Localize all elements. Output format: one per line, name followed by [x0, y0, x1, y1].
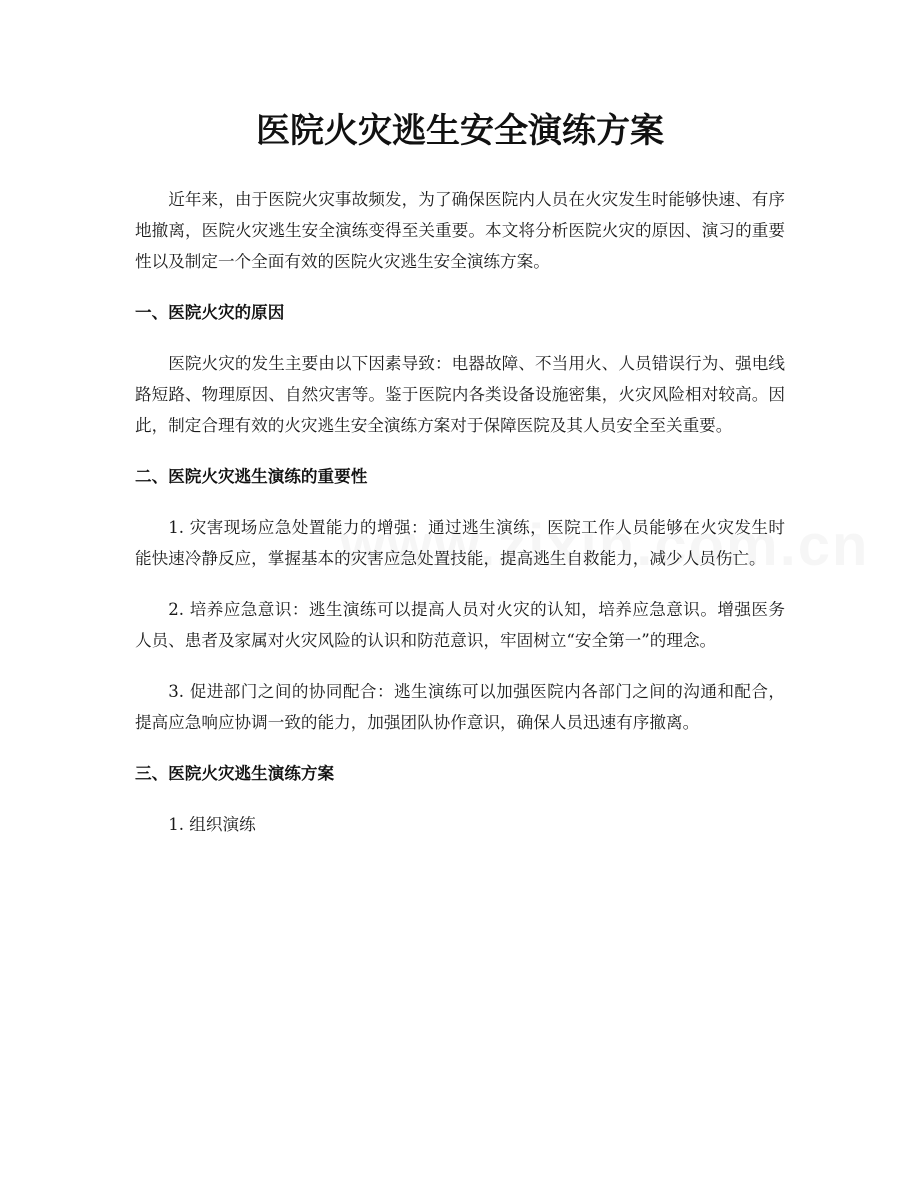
intro-paragraph: 近年来，由于医院火灾事故频发，为了确保医院内人员在火灾发生时能够快速、有序地撤离，医院火灾逃生安全演练变得至关重要。本文将分析医院火灾的原因、演习的重要性以及制定一个全面有效的医院火灾逃生安全演练方案。	[135, 190, 785, 271]
section-heading-plan: 三、医院火灾逃生演练方案	[135, 764, 335, 783]
document-body	[135, 184, 785, 860]
document-title: 医院火灾逃生安全演练方案	[256, 111, 664, 151]
importance-item-3: 3. 促进部门之间的协同配合：逃生演练可以加强医院内各部门之间的沟通和配合，提高应急响应协调一致的能力，加强团队协作意识，确保人员迅速有序撤离。	[135, 682, 785, 732]
plan-item-1: 1. 组织演练	[168, 815, 256, 834]
importance-item-2: 2. 培养应急意识：逃生演练可以提高人员对火灾的认知，培养应急意识。增强医务人员、患者及家属对火灾风险的认识和防范意识，牢固树立“安全第一”的理念。	[135, 600, 785, 650]
section-heading-causes: 一、医院火灾的原因	[135, 303, 285, 322]
causes-paragraph: 医院火灾的发生主要由以下因素导致：电器故障、不当用火、人员错误行为、强电线路短路、物理原因、自然灾害等。鉴于医院内各类设备设施密集，火灾风险相对较高。因此，制定合理有效的火灾逃生安全演练方案对于保障医院及其人员安全至关重要。	[135, 354, 785, 435]
importance-item-1: 1. 灾害现场应急处置能力的增强：通过逃生演练，医院工作人员能够在火灾发生时能快速冷静反应，掌握基本的灾害应急处置技能，提高逃生自救能力，减少人员伤亡。	[135, 518, 785, 568]
section-heading-importance: 二、医院火灾逃生演练的重要性	[135, 467, 368, 486]
